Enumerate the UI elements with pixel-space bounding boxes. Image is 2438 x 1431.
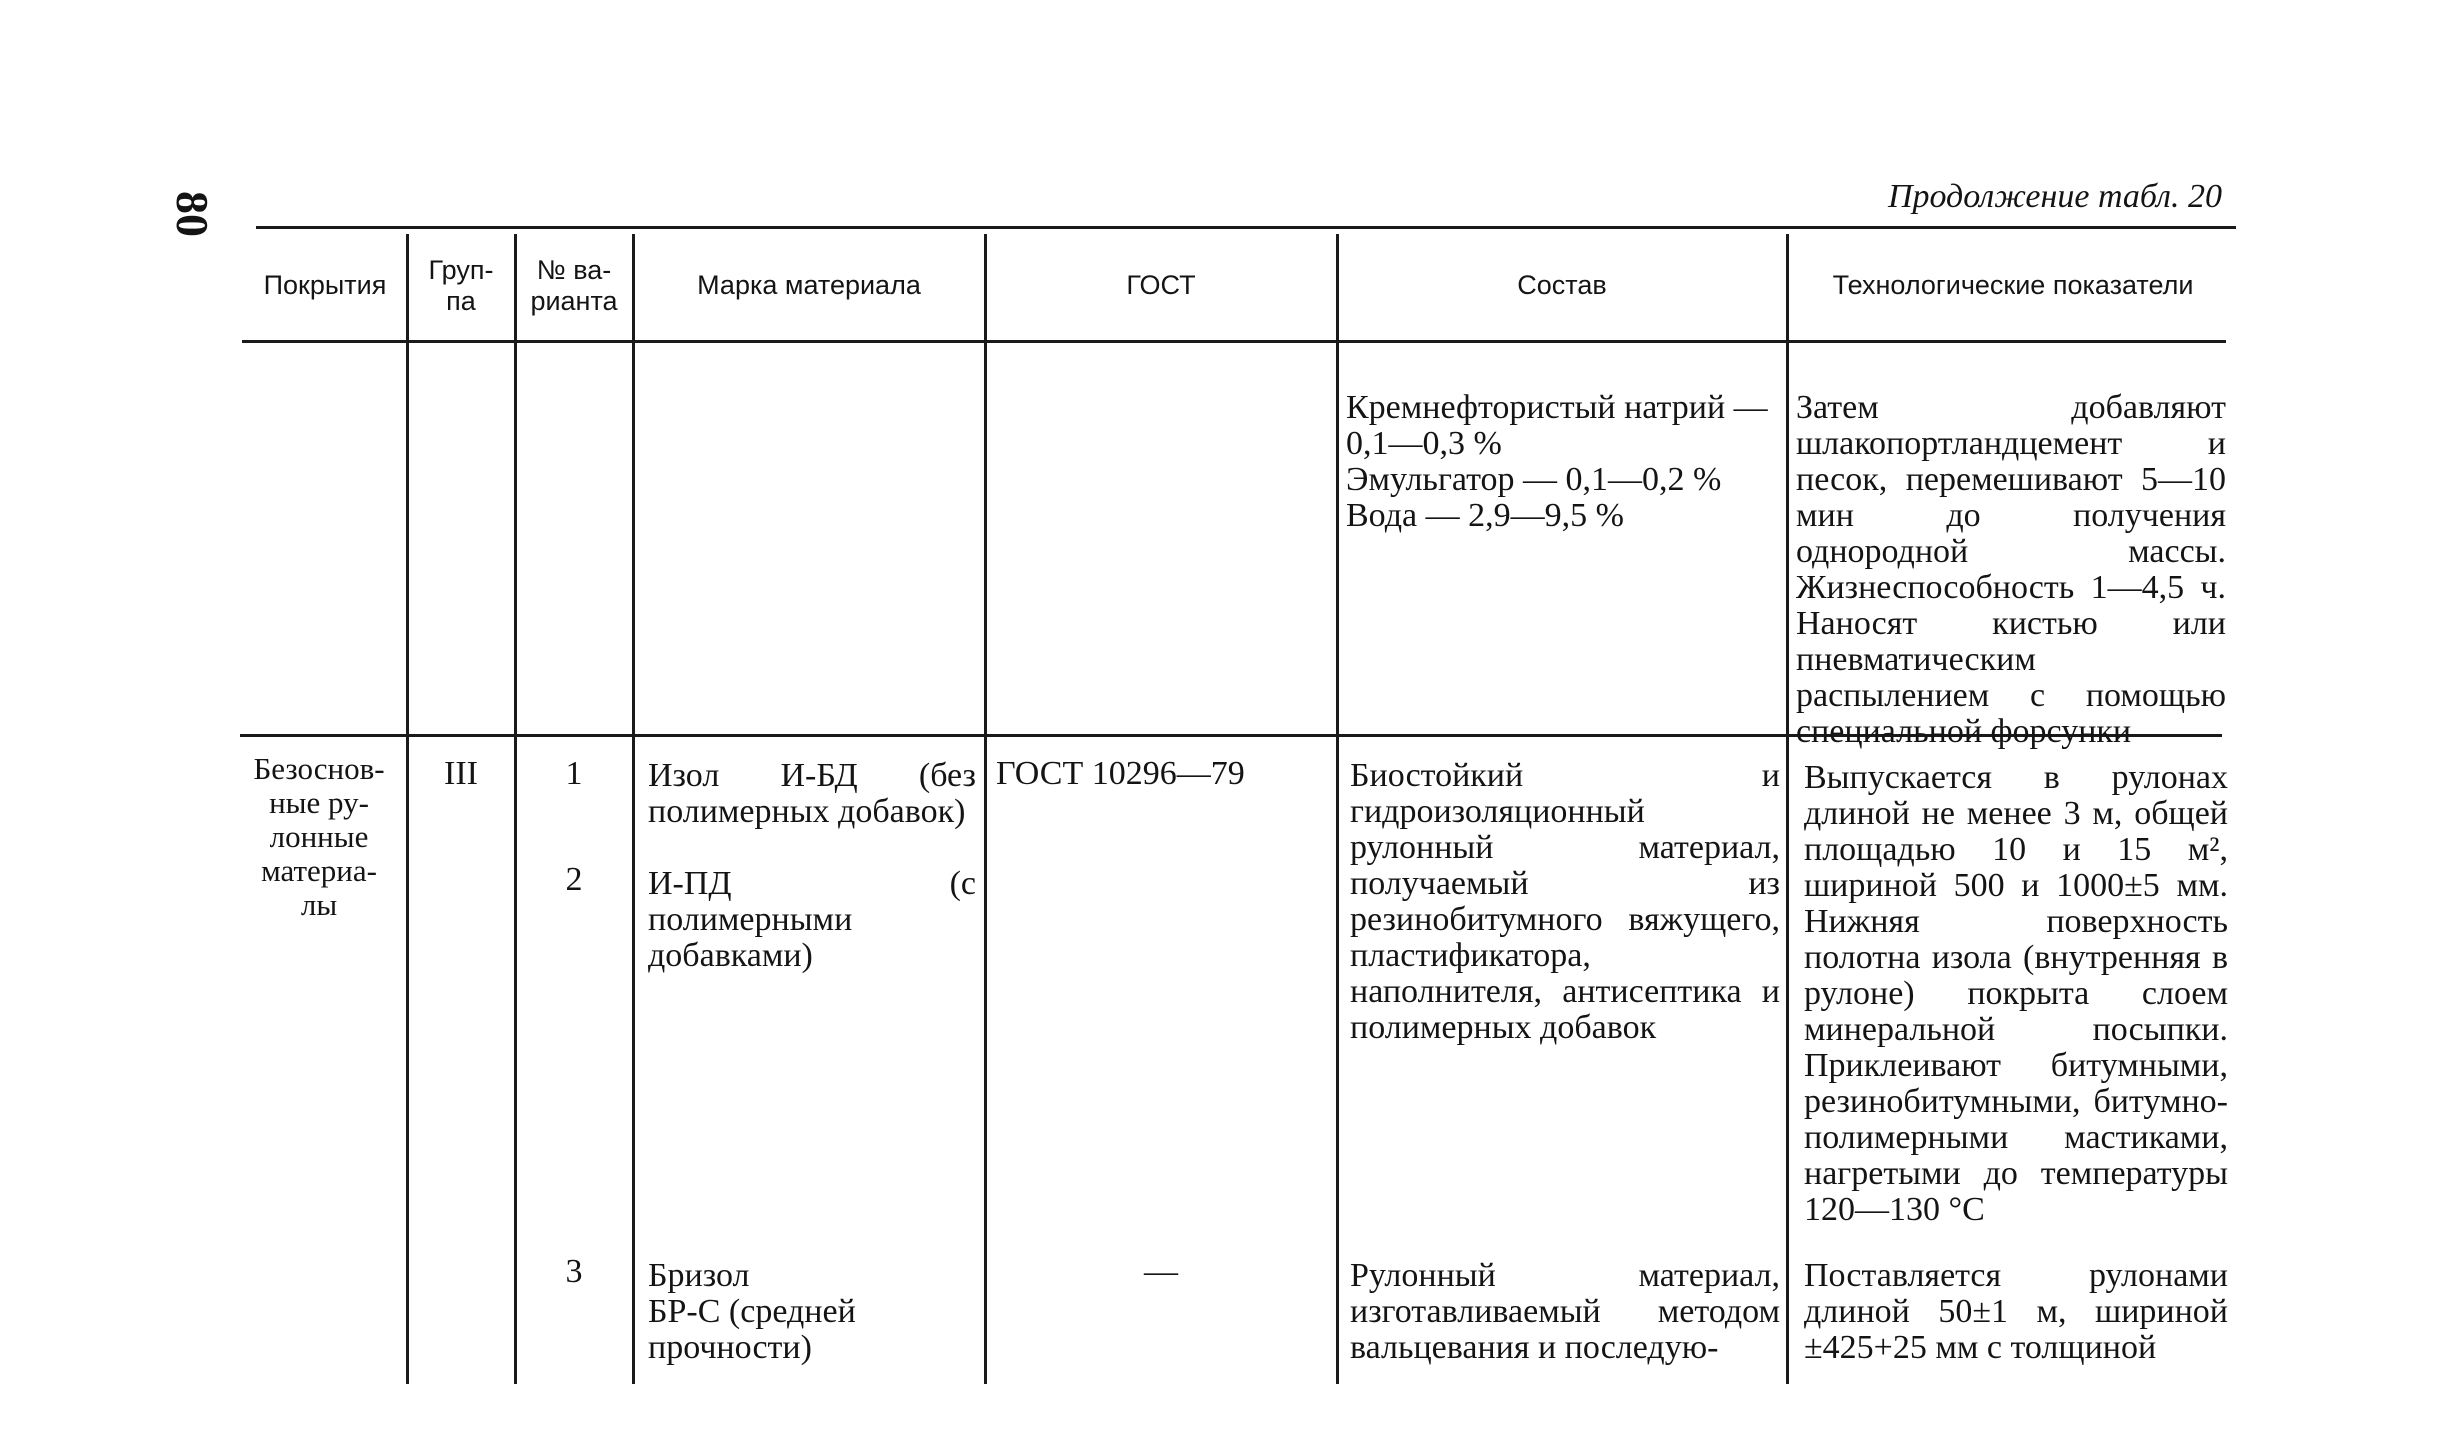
row1-tech: Затем добавляют шлакопортландцемент и песок, перемешивают 5—10 мин до получения однородной массы. Жизнеспособность 1—4,5 ч. Наносят кистью или пневматическим распылением с помощью специальной форсунки	[1796, 389, 2226, 750]
header-gost: ГОСТ	[1126, 270, 1196, 301]
row2-brand-3: Бризол БР-С (средней прочности)	[648, 1257, 856, 1366]
row2-coating: Безоснов- ные ру- лонные материа- лы	[253, 751, 385, 922]
row2-group: III	[444, 755, 478, 792]
row2-variant-2: 2	[565, 861, 583, 898]
row2-variant-3: 3	[565, 1253, 583, 1290]
row2-composition-1: Биостойкий и гидроизоляционный рулонный материал, получаемый из резинобитумного вяжущего, пластификатора, наполнителя, антисептика и полимерных добавок	[1350, 757, 1780, 1046]
col-divider-2	[514, 234, 517, 1384]
header-variant: № ва- рианта	[530, 254, 618, 316]
page-number: 80	[167, 191, 218, 237]
header-composition: Состав	[1517, 270, 1607, 301]
header-tech: Технологические показатели	[1832, 270, 2194, 301]
header-brand: Марка материала	[697, 270, 921, 301]
row2-brand-2: И-ПД (с полимерными добавками)	[648, 865, 976, 974]
header-bottom-rule	[242, 340, 2226, 343]
col-divider-1	[406, 234, 409, 1384]
row2-tech-3: Поставляется рулонами длиной 50±1 м, шириной ±425+25 мм с толщиной	[1804, 1257, 2228, 1366]
row2-composition-3: Рулонный материал, изготавливаемый методом вальцевания и последую-	[1350, 1257, 1780, 1366]
table-top-rule	[256, 226, 2236, 229]
header-group: Груп- па	[428, 254, 494, 316]
row2-gost-3: —	[1144, 1253, 1178, 1290]
row2-variant-1: 1	[565, 755, 583, 792]
col-divider-5	[1336, 234, 1339, 1384]
row2-gost-1: ГОСТ 10296—79	[996, 755, 1245, 792]
row2-brand-1: Изол И-БД (без полимерных добавок)	[648, 757, 976, 830]
col-divider-4	[984, 234, 987, 1384]
col-divider-6	[1786, 234, 1789, 1384]
row2-tech-1: Выпускается в рулонах длиной не менее 3 м, общей площадью 10 и 15 м², шириной 500 и 1000±5 мм. Нижняя поверхность полотна изола (внутренняя в рулоне) покрыта слоем минеральной посыпки. Приклеивают битумными, резинобитумными, битумно-полимерными мастиками, нагретыми до температуры 120—130 °С	[1804, 759, 2228, 1228]
header-coating: Покрытия	[263, 270, 387, 301]
row1-composition: Кремнефтористый натрий — 0,1—0,3 % Эмульгатор — 0,1—0,2 % Вода — 2,9—9,5 %	[1346, 389, 1768, 534]
table-continuation-title: Продолжение табл. 20	[1887, 178, 2222, 215]
col-divider-3	[632, 234, 635, 1384]
